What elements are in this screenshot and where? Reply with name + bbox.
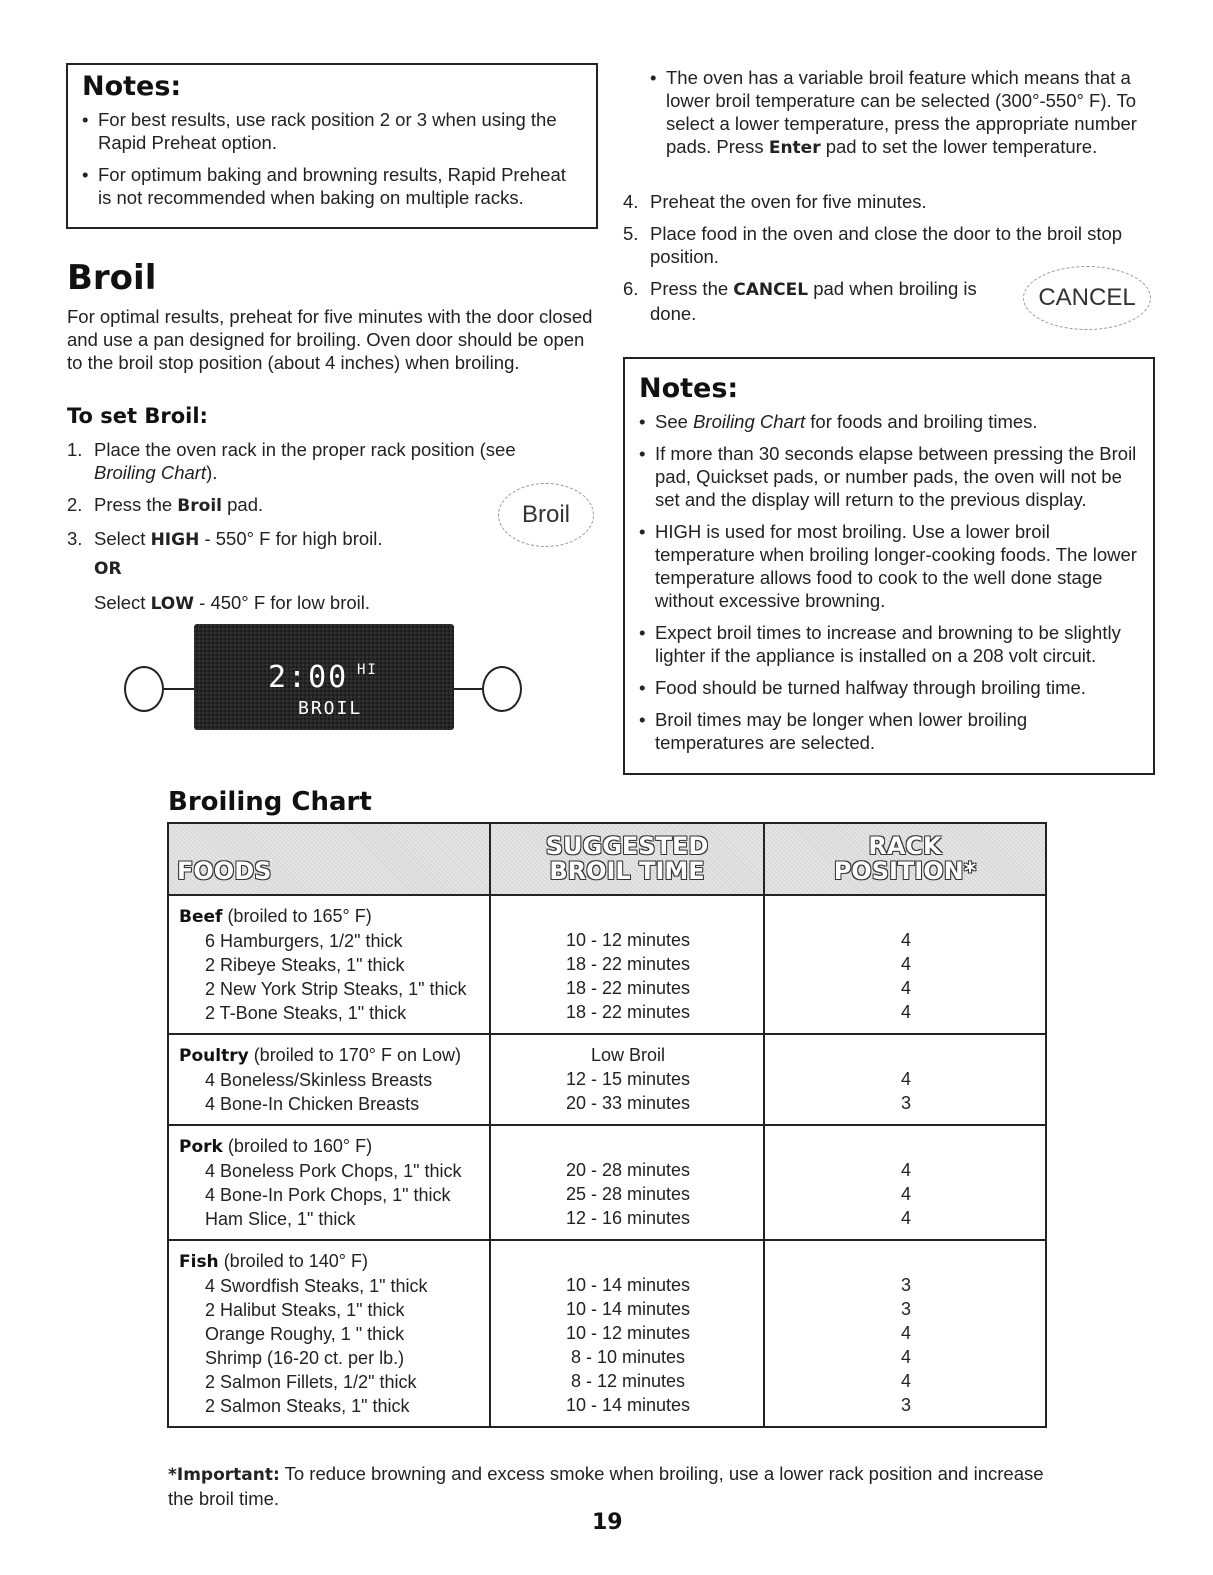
- footnote: [168, 1462, 1058, 1510]
- step-text: ).: [206, 462, 218, 483]
- food-item: 2 T-Bone Steaks, 1" thick: [205, 1003, 407, 1023]
- rack-position: 3: [900, 1395, 911, 1415]
- notes-list: [639, 410, 1139, 754]
- note-item: • If more than 30 seconds elapse between pressing the Broil pad, Quickset pads, or number pads, the oven will not be set and the display will return to the previous display.: [639, 442, 1139, 511]
- rack-position: 4: [900, 1347, 911, 1367]
- time-cell: [490, 1125, 764, 1240]
- food-item: 4 Boneless Pork Chops, 1" thick: [205, 1161, 462, 1181]
- connector-line: [164, 688, 194, 690]
- rack-cell: [764, 1240, 1046, 1427]
- rack-position: 4: [900, 1323, 911, 1343]
- step-number: 4.: [623, 191, 639, 212]
- col-header-rack: [764, 823, 1046, 895]
- rack-spacer: [775, 1249, 1037, 1273]
- step-6: [623, 277, 990, 325]
- broil-time: 12 - 15 minutes: [565, 1069, 691, 1089]
- food-category: Pork: [179, 1137, 223, 1157]
- step-text: Select: [94, 592, 146, 613]
- table-row: [168, 1240, 1046, 1427]
- broil-intro: For optimal results, preheat for five minutes with the door closed and use a pan designed for broiling. Oven door should be open to the broil stop position (about 4 inches) when broiling.: [67, 306, 593, 373]
- page-number: 19: [592, 1510, 623, 1535]
- food-category-note: (broiled to 170° F on Low): [253, 1045, 461, 1065]
- step-4: [623, 190, 1138, 213]
- food-category-line: [179, 1134, 481, 1159]
- time-cell: [490, 895, 764, 1034]
- display-time: 2:00: [268, 660, 349, 695]
- step-keyword: CANCEL: [733, 280, 809, 300]
- food-item: 2 Salmon Steaks, 1" thick: [205, 1396, 410, 1416]
- broil-time: 18 - 22 minutes: [565, 1002, 691, 1022]
- time-cell: [490, 1240, 764, 1427]
- notes-title: Notes:: [639, 373, 739, 404]
- step-text: Press the: [94, 494, 173, 515]
- step-3-or: [67, 556, 537, 581]
- rack-position: 4: [900, 978, 911, 998]
- broil-time: 12 - 16 minutes: [565, 1208, 691, 1228]
- broil-pad-button: Broil: [498, 483, 594, 547]
- broil-steps: [67, 438, 537, 625]
- food-item: 2 Halibut Steaks, 1" thick: [205, 1300, 405, 1320]
- or-label: OR: [94, 559, 122, 579]
- chart-body: [168, 895, 1046, 1427]
- food-cell: [168, 1240, 490, 1427]
- display-panel: [194, 624, 454, 730]
- notes-box-left: [66, 63, 598, 229]
- broil-time: 18 - 22 minutes: [565, 978, 691, 998]
- rack-position: 3: [900, 1093, 911, 1113]
- step-text: Preheat the oven for five minutes.: [650, 191, 927, 212]
- right-knob: [482, 666, 522, 712]
- food-item: 4 Swordfish Steaks, 1" thick: [205, 1276, 428, 1296]
- time-group-header: [501, 1134, 755, 1158]
- food-category-note: (broiled to 140° F): [223, 1251, 368, 1271]
- enter-keyword: Enter: [768, 138, 821, 158]
- note-item: • Broil times may be longer when lower broiling temperatures are selected.: [639, 708, 1139, 754]
- food-category-line: [179, 904, 481, 929]
- display-label: BROIL: [298, 698, 363, 719]
- step-text: - 450° F for low broil.: [199, 592, 371, 613]
- food-category: Beef: [179, 907, 223, 927]
- broil-time: 8 - 12 minutes: [570, 1371, 686, 1391]
- rack-spacer: [775, 904, 1037, 928]
- rack-position: 4: [900, 1208, 911, 1228]
- table-row: [168, 895, 1046, 1034]
- step-2: [67, 493, 537, 518]
- food-category: Fish: [179, 1252, 219, 1272]
- footnote-text: To reduce browning and excess smoke when broiling, use a lower rack position and increase the broil time.: [168, 1463, 1044, 1509]
- step-5: [623, 222, 1138, 268]
- step-number: 3.: [67, 528, 83, 549]
- food-item: 6 Hamburgers, 1/2" thick: [205, 931, 403, 951]
- rack-cell: [764, 1125, 1046, 1240]
- time-group-header: [501, 1249, 755, 1273]
- food-cell: [168, 1034, 490, 1125]
- notes-title: Notes:: [82, 71, 182, 102]
- rack-position: 4: [900, 930, 911, 950]
- broil-time: 10 - 12 minutes: [565, 930, 691, 950]
- oven-display-illustration: [118, 622, 528, 732]
- note-text: See: [655, 411, 688, 432]
- set-broil-subheading: To set Broil:: [67, 404, 208, 428]
- broil-time: 20 - 33 minutes: [565, 1093, 691, 1113]
- step-text: Place the oven rack in the proper rack position (see: [94, 439, 516, 460]
- food-category-line: [179, 1249, 481, 1274]
- step-text: Place food in the oven and close the door to the broil stop position.: [650, 223, 1123, 267]
- food-item: 4 Bone-In Pork Chops, 1" thick: [205, 1185, 451, 1205]
- rack-cell: [764, 895, 1046, 1034]
- time-group-header: [501, 904, 755, 928]
- step-text: Press the: [650, 278, 729, 299]
- time-group-header: Low Broil: [590, 1045, 666, 1065]
- rack-spacer: [775, 1134, 1037, 1158]
- note-text: for foods and broiling times.: [810, 411, 1038, 432]
- note-item: • For optimum baking and browning results, Rapid Preheat is not recommended when baking on multiple racks.: [82, 163, 582, 209]
- rack-spacer: [775, 1043, 1037, 1067]
- rack-position: 4: [900, 1184, 911, 1204]
- table-row: [168, 1034, 1046, 1125]
- rack-position: 4: [900, 1160, 911, 1180]
- col-header-time: [490, 823, 764, 895]
- broil-time: 20 - 28 minutes: [565, 1160, 691, 1180]
- step-text: pad.: [227, 494, 264, 515]
- step-3-low: [67, 591, 537, 616]
- variable-broil-item: [650, 66, 1150, 160]
- food-item: Orange Roughy, 1 " thick: [205, 1324, 405, 1344]
- rack-position: 3: [900, 1275, 911, 1295]
- note-item: • Expect broil times to increase and browning to be slightly lighter if the appliance is installed on a 208 volt circuit.: [639, 621, 1139, 667]
- food-item: 4 Boneless/Skinless Breasts: [205, 1070, 433, 1090]
- notes-list: [82, 108, 582, 209]
- chart-reference: Broiling Chart: [94, 462, 207, 483]
- food-item: 4 Bone-In Chicken Breasts: [205, 1094, 420, 1114]
- col-header-line: RACK: [868, 832, 942, 860]
- food-category-note: (broiled to 160° F): [227, 1136, 373, 1156]
- step-keyword: HIGH: [150, 530, 200, 550]
- notes-box-right: [623, 357, 1155, 775]
- step-number: 2.: [67, 494, 83, 515]
- note-item: • Food should be turned halfway through broiling time.: [639, 676, 1139, 699]
- broil-time: 10 - 12 minutes: [565, 1323, 691, 1343]
- col-header-line: BROIL TIME: [549, 857, 705, 885]
- broil-time: 25 - 28 minutes: [565, 1184, 691, 1204]
- broiling-chart-table: [167, 822, 1047, 1428]
- broil-time: 18 - 22 minutes: [565, 954, 691, 974]
- step-number: 5.: [623, 223, 639, 244]
- broil-time: 10 - 14 minutes: [565, 1299, 691, 1319]
- food-category: Poultry: [179, 1046, 249, 1066]
- rack-position: 4: [900, 1002, 911, 1022]
- food-cell: [168, 895, 490, 1034]
- step-text: Select: [94, 528, 146, 549]
- step-3: [67, 527, 537, 552]
- note-item: • HIGH is used for most broiling. Use a lower broil temperature when broiling longer-cooking foods. The lower temperature allows food to cook to the well done stage without excessive browning.: [639, 520, 1139, 612]
- chart-title: Broiling Chart: [168, 787, 372, 817]
- connector-line: [454, 688, 484, 690]
- food-item: 2 New York Strip Steaks, 1" thick: [205, 979, 467, 999]
- variable-broil-note: [650, 66, 1150, 169]
- broil-heading: Broil: [67, 258, 157, 298]
- step-keyword: LOW: [150, 594, 194, 614]
- rack-position: 4: [900, 1371, 911, 1391]
- table-header-row: [168, 823, 1046, 895]
- food-item: 2 Salmon Fillets, 1/2" thick: [205, 1372, 417, 1392]
- broil-time: 8 - 10 minutes: [570, 1347, 686, 1367]
- cancel-pad-button: CANCEL: [1023, 266, 1151, 330]
- step-number: 6.: [623, 278, 639, 299]
- time-cell: [490, 1034, 764, 1125]
- food-item: Shrimp (16-20 ct. per lb.): [205, 1348, 405, 1368]
- step-number: 1.: [67, 439, 83, 460]
- step-text: - 550° F for high broil.: [204, 528, 383, 549]
- rack-position: 3: [900, 1299, 911, 1319]
- note-text: pad to set the lower temperature.: [825, 136, 1098, 157]
- display-mode: HI: [357, 662, 378, 678]
- note-text: The oven has a variable broil feature which means that a lower broil temperature can be selected (300°-550° F). To select a lower temperature, press the appropriate number pads. Press: [666, 67, 1137, 157]
- rack-position: 4: [900, 954, 911, 974]
- food-category-note: (broiled to 165° F): [227, 906, 372, 926]
- broil-time: 10 - 14 minutes: [565, 1275, 691, 1295]
- left-knob: [124, 666, 164, 712]
- food-item: Ham Slice, 1" thick: [205, 1209, 356, 1229]
- note-item: [639, 410, 1139, 433]
- step-text: pad when broiling is done.: [650, 278, 977, 324]
- table-row: [168, 1125, 1046, 1240]
- broil-time: 10 - 14 minutes: [565, 1395, 691, 1415]
- col-header-foods: FOODS: [168, 823, 490, 895]
- food-category-line: [179, 1043, 481, 1068]
- chart-reference: Broiling Chart: [693, 411, 806, 432]
- rack-position: 4: [900, 1069, 911, 1089]
- food-item: 2 Ribeye Steaks, 1" thick: [205, 955, 405, 975]
- note-item: • For best results, use rack position 2 or 3 when using the Rapid Preheat option.: [82, 108, 582, 154]
- footnote-label: *Important:: [168, 1465, 280, 1485]
- rack-cell: [764, 1034, 1046, 1125]
- col-header-line: SUGGESTED: [545, 832, 709, 860]
- col-header-line: POSITION*: [833, 857, 977, 885]
- step-1: [67, 438, 537, 484]
- food-cell: [168, 1125, 490, 1240]
- step-keyword: Broil: [177, 496, 222, 516]
